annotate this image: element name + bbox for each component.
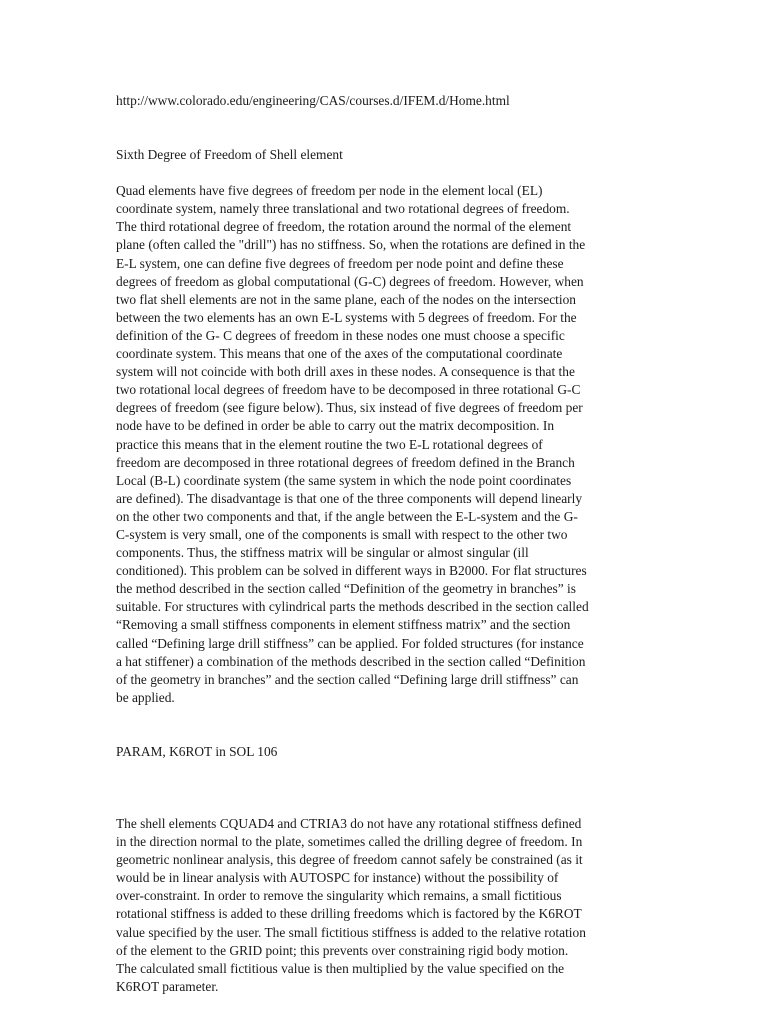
text-line: over-constraint. In order to remove the singularity which remains, a small fictitious bbox=[116, 888, 562, 904]
text-line: between the two elements has an own E-L systems with 5 degrees of freedom. For the bbox=[116, 309, 577, 325]
text-line: “Removing a small stiffness components in element stiffness matrix” and the section bbox=[116, 617, 571, 633]
source-url: http://www.colorado.edu/engineering/CAS/courses.d/IFEM.d/Home.html bbox=[116, 93, 510, 108]
text-line: be applied. bbox=[116, 689, 175, 705]
text-line: freedom are decomposed in three rotational degrees of freedom defined in the Branch bbox=[116, 454, 575, 470]
text-line: conditioned). This problem can be solved in different ways in B2000. For flat structures bbox=[116, 563, 587, 579]
text-line: definition of the G- C degrees of freedom in these nodes one must choose a specific bbox=[116, 327, 565, 343]
text-line: coordinate system. This means that one of the axes of the computational coordinate bbox=[116, 346, 563, 362]
text-line: value specified by the user. The small fictitious stiffness is added to the relative rotation bbox=[116, 924, 586, 940]
text-line: coordinate system, namely three translational and two rotational degrees of freedom. bbox=[116, 201, 570, 217]
text-line: the method described in the section called “Definition of the geometry in branches” is bbox=[116, 581, 576, 597]
text-line: two flat shell elements are not in the same plane, each of the nodes on the intersection bbox=[116, 291, 576, 307]
text-line: The shell elements CQUAD4 and CTRIA3 do not have any rotational stiffness defined bbox=[116, 816, 582, 831]
text-line: would be in linear analysis with AUTOSPC for instance) without the possibility of bbox=[116, 870, 559, 886]
text-line: are defined). The disadvantage is that one of the three components will depend linearly bbox=[116, 490, 583, 506]
paragraph-sixth-dof bbox=[116, 182, 656, 707]
section-title-sixth-dof: Sixth Degree of Freedom of Shell element bbox=[116, 147, 343, 163]
text-line: The calculated small fictitious value is then multiplied by the value specified on the bbox=[116, 960, 565, 976]
text-line: Local (B-L) coordinate system (the same system in which the node point coordinates bbox=[116, 472, 572, 488]
text-line: system will not coincide with both drill axes in these nodes. A consequence is that the bbox=[116, 364, 575, 380]
text-line: suitable. For structures with cylindrical parts the methods described in the section called bbox=[116, 599, 589, 615]
text-line: geometric nonlinear analysis, this degree of freedom cannot safely be constrained (as it bbox=[116, 852, 583, 868]
text-line: rotational stiffness is added to these drilling freedoms which is factored by the K6ROT bbox=[116, 906, 582, 922]
document-page bbox=[116, 92, 656, 996]
text-line: degrees of freedom (see figure below). Thus, six instead of five degrees of freedom per bbox=[116, 400, 583, 416]
section-title-k6rot: PARAM, K6ROT in SOL 106 bbox=[116, 743, 278, 759]
text-line: of the element to the GRID point; this prevents over constraining rigid body motion. bbox=[116, 942, 569, 958]
text-line: The third rotational degree of freedom, the rotation around the normal of the element bbox=[116, 219, 572, 235]
spacer bbox=[116, 761, 656, 815]
text-line: E-L system, one can define five degrees of freedom per node point and define these bbox=[116, 255, 564, 271]
text-line: plane (often called the "drill") has no stiffness. So, when the rotations are defined in the bbox=[116, 237, 586, 253]
paragraph-k6rot bbox=[116, 815, 656, 996]
text-line: components. Thus, the stiffness matrix will be singular or almost singular (ill bbox=[116, 545, 529, 561]
text-line: of the geometry in branches” and the section called “Defining large drill stiffness” can bbox=[116, 671, 579, 687]
text-line: on the other two components and that, if the angle between the E-L-system and the G- bbox=[116, 508, 578, 524]
text-line: two rotational local degrees of freedom have to be decomposed in three rotational G-C bbox=[116, 382, 581, 398]
text-line: Quad elements have five degrees of freedom per node in the element local (EL) bbox=[116, 183, 543, 199]
text-line: in the direction normal to the plate, sometimes called the drilling degree of freedom. In bbox=[116, 834, 583, 850]
text-line: called “Defining large drill stiffness” can be applied. For folded structures (for instance bbox=[116, 635, 584, 651]
text-line: practice this means that in the element routine the two E-L rotational degrees of bbox=[116, 436, 543, 452]
text-line: C-system is very small, one of the components is small with respect to the other two bbox=[116, 526, 568, 542]
text-line: degrees of freedom as global computational (G-C) degrees of freedom. However, when bbox=[116, 273, 584, 289]
text-line: node have to be defined in order be able to carry out the matrix decomposition. In bbox=[116, 418, 555, 434]
text-line: K6ROT parameter. bbox=[116, 978, 219, 994]
text-line: a hat stiffener) a combination of the methods described in the section called “Definition bbox=[116, 653, 586, 669]
spacer bbox=[116, 707, 656, 743]
